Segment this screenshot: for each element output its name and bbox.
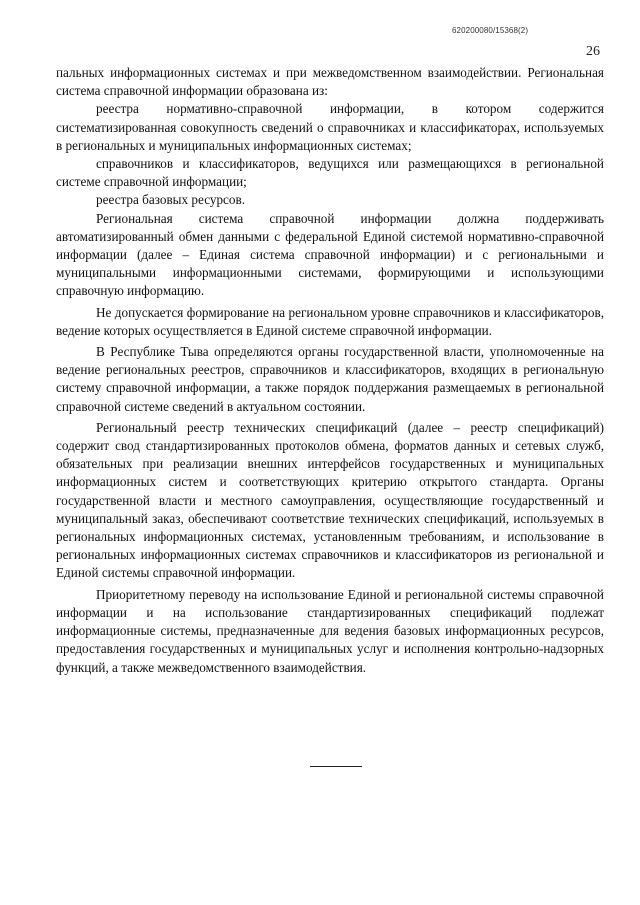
- paragraph-automated-exchange: Региональная система справочной информации должна поддерживать автоматизированный обмен данными с федеральной Единой системой нормативно-справочной информации (далее – Единая система справочной информации) и с региональными и муниципальными информационными системами, формирующими и использующими справочную информацию.: [56, 210, 604, 299]
- paragraph-spec-registry: Региональный реестр технических спецификаций (далее – реестр спецификаций) содержит свод стандартизированных протоколов обмена, форматов данных и сетевых служб, обязательных при реализации внешних интерфейсов государственных и муниципальных информационных систем и соответствующих критерию открытого стандарта. Органы государственной власти и местного самоуправления, осуществляющие государственный и муниципальный заказ, обеспечивают соответствие технических спецификаций, используемых в региональных информационных системах, установленным требованиям, и использование в региональных информационных системах справочников и классификаторов из региональной и Единой системы справочной информации.: [56, 419, 604, 581]
- paragraph-continuation: пальных информационных системах и при межведомственном взаимодействии. Региональная система справочной информации образована из:: [56, 65, 604, 99]
- list-item-base-resources: реестра базовых ресурсов.: [96, 192, 246, 208]
- paragraph-priority-transfer: Приоритетному переводу на использование Единой и региональной системы справочной информации и на использование стандартизированных спецификаций подлежат информационные системы, предназначенные для ведения базовых информационных ресурсов, предоставления государственных и муниципальных услуг и исполнения контрольно-надзорных функций, а также межведомственного взаимодействия.: [56, 586, 604, 675]
- document-body: [56, 64, 604, 677]
- list-item-registry-nsi: реестра нормативно-справочной информации, в котором содержится систематизированная совокупность сведений о справочниках и классификаторах, используемых в региональных и муниципальных информационных системах;: [56, 101, 604, 153]
- document-id: 620200080/15368(2): [452, 26, 529, 35]
- list-item-directories: справочников и классификаторов, ведущихся или размещающихся в региональной системе справочной информации;: [56, 156, 604, 190]
- end-of-text-rule: [310, 766, 362, 767]
- page-number: 26: [586, 44, 600, 59]
- paragraph-tyva-authorities: В Республике Тыва определяются органы государственной власти, уполномоченные на ведение региональных реестров, справочников и классификаторов, входящих в региональную систему справочной информации, а также порядок поддержания размещаемых в региональной справочной системе сведений в актуальном состоянии.: [56, 344, 604, 414]
- paragraph-prohibition: Не допускается формирование на региональном уровне справочников и классификаторов, ведение которых осуществляется в Единой системе справочной информации.: [56, 304, 604, 338]
